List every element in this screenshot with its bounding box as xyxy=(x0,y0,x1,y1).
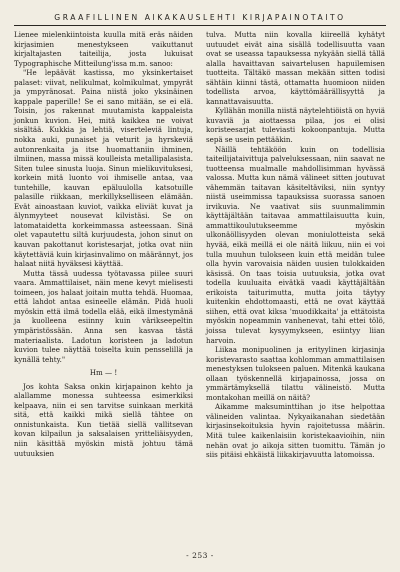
paragraph: Lienee mielenkiintoista kuulla mitä eräs näiden kirjasimien menestykseen vaikuttanut kirjaltajasten taiteilija, josta lukuisat Typographische Mitteilung'issa m.m. sanoo: xyxy=(14,30,193,68)
page-number: - 253 - xyxy=(186,551,214,560)
paragraph: Näillä tehtäköön kuin on todellisia taiteilijataivittuja palveluksessaan, niin saavat ne tuotteensa mualmalle mahdollisimman hyvässä valossa. Mutta kun nämä välineet sitten joutuvat vähemmän taitavan käsiteltäviksi, niin syntyy niistä useimmissa tapauksissa suorassa sanoen irvikuvia. Ne vaativat siis suunmalimmin käyttäjältään taitavaa ammattilaisuutta kuin, ammattikoulutukseemme myöskin ulkonäöllisyyden olevan moniulotteista sekä hyvää, eikä meillä ei ole näitä liikuu, niin ei voi tulla muuhun tulokseen kuin että meidän tulee olla hyvin varovaisia näiden uusien tulokkaiden käsissä. On taas toisia uutuuksia, jotka ovat todella kuuluaita eivätkä vaadi käyttäjältään erikoista taiturimutta, mutta joita täytyy kuitenkin ehdottomaasti, että ne ovat käyttää siihen, että ovat kiksa 'muodikkaita' ja ettätoista myöskin nopeammin vanhenevat, tahi ettei tölö, joissa tulevat kysyymykseen, esiintyy liian harvoin. xyxy=(206,144,385,345)
paragraph: Liikaa monipuolinen ja erityylinen kirjasinja koristevarasto saattaa kohlomman ammattilaisen menestyksen tulokseen paluen. Mitenkä kaukana ollaan työskennellä kirjapainossa, jossa on ymmärtämyksellä tilattu välineistö. Mutta montakohan meillä on näitä? xyxy=(206,345,385,402)
paragraph: Aikamme maksuminttihan jo itse helpottaa välineiden valintaa. Nykyaikanahan siedetään kirjasinsekoituksia hyvin rajoitetussa määrin. Mitä tulee kaikenlaisiin koristekaavioihin, niin nehän ovat jo aikoja sitten tuomittu. Tämän jo siis pitäisi ehkäistä liikakirjavuutta latomoissa. xyxy=(206,402,385,460)
paragraph: Jos kohta Saksa onkin kirjapainon kehto ja alallamme monessa suhteessa esimerkiksi kelpaava, niin ei sen tarvitse suinkaan merkitä sitä, että kaikki mikä siellä tähtee on onnistunkaista. Kun tietää siellä vallitsevan kovan kilpailun ja saksalaisen yritteliäisyyden, niin käsittää myöskin mistä johtuu tämä uutuuksien xyxy=(14,381,193,458)
left-text-column xyxy=(14,30,193,458)
right-text-column xyxy=(206,30,385,460)
quote-paragraph: "He lepäävät kastissa, mo yksinkertaiset palaset: viivat, nelikulmat, kolmikulmat, ympyrät ja ympyränosat. Paina niistä joko yksinäinen kappale paperille! Se ei sano mitään, se ei elä. Toisin, jos rakennat muutamista kappaleista jonkun kuvion. Hei, mitä kaikkea ne voivat sisältää. Kukkia ja lehtiä, viserteleviä lintuja, nokka auki, punaiset ja veturit ja hyrskeviä autonrenkaita ja itse huomattaniin ihminen, ilmiinen, massa missä koulleista metallipalasista. Siten tulee sinusta luoja. Sinun mielikuvituksesi, korkein mitä luonto voi ihmiselle antaa, vaa tuntehille, kauvan epäluulolla katsotuille palasille riikkaan, merkillykselliseen elämään. Evät ainoastaan kuviot, vaikka eliviät kuvat ja älynmyyteet nousevat kilvistäsi. Se on latomataidetta korkeimmassa asteessaan. Sinä olet vapautettu siltä kurjuudesta, johon sinut on kauvan pakottanut koristesarjat, jotka ovat niin käytettäviä kuin kirjasinvalimo on määrännyt, jos halaat niitä hyväksesi käyttää. xyxy=(14,68,193,269)
interjection: Hm — ! xyxy=(89,368,118,378)
quote-paragraph: Mutta tässä uudessa työtavassa piilee suuri vaara. Ammattilaiset, näin mene kevyt mielisesti toimeen, jos halaat joitain mutta tehdä. Huomaa, että lahdot antaa esineelle elämän. Pidä huoli myöskin että ilmä todella elää, eikä ilmestymänä ja kuolleena esiinny kuin värikseepeltin ympäristössään. Anna sen kasvaa tästä materiaalista. Ladotun koristeen ja ladotun kuvion tulee näyttää toiselta kuin pensselillä ja kynällä tehty." xyxy=(14,268,193,364)
paragraph: tulva. Mutta niin kovalla kiireellä kyhätyt uutuudet eivät aina sisällä todellisuutta vaan ovat se useassa tapauksessa nykyään siellä tällä alalla havaittavan saivartelusen hapuilemisen tuotteita. Tältäkö massan mekään sitten todisi sähtäin kiinni tästä, ottamatta huomioon niiden todellista arvoa, käyttömäärällisyyttä ja kannattavaisuutta. xyxy=(206,30,385,106)
paragraph: Kyllähän monilla niistä näytelehtiöistä on hyviä kuvaviä ja aiottaessa pilaa, jos ei olisi koristeesarjat tuleviasti kokoonpantuja. Mutta sepä se usein pettääkin. xyxy=(206,106,385,145)
running-header-title: GRAAFILLINEN AIKAKAUSLEHTI KIRJAPAINOTAITO xyxy=(54,13,346,22)
running-header xyxy=(14,6,386,26)
